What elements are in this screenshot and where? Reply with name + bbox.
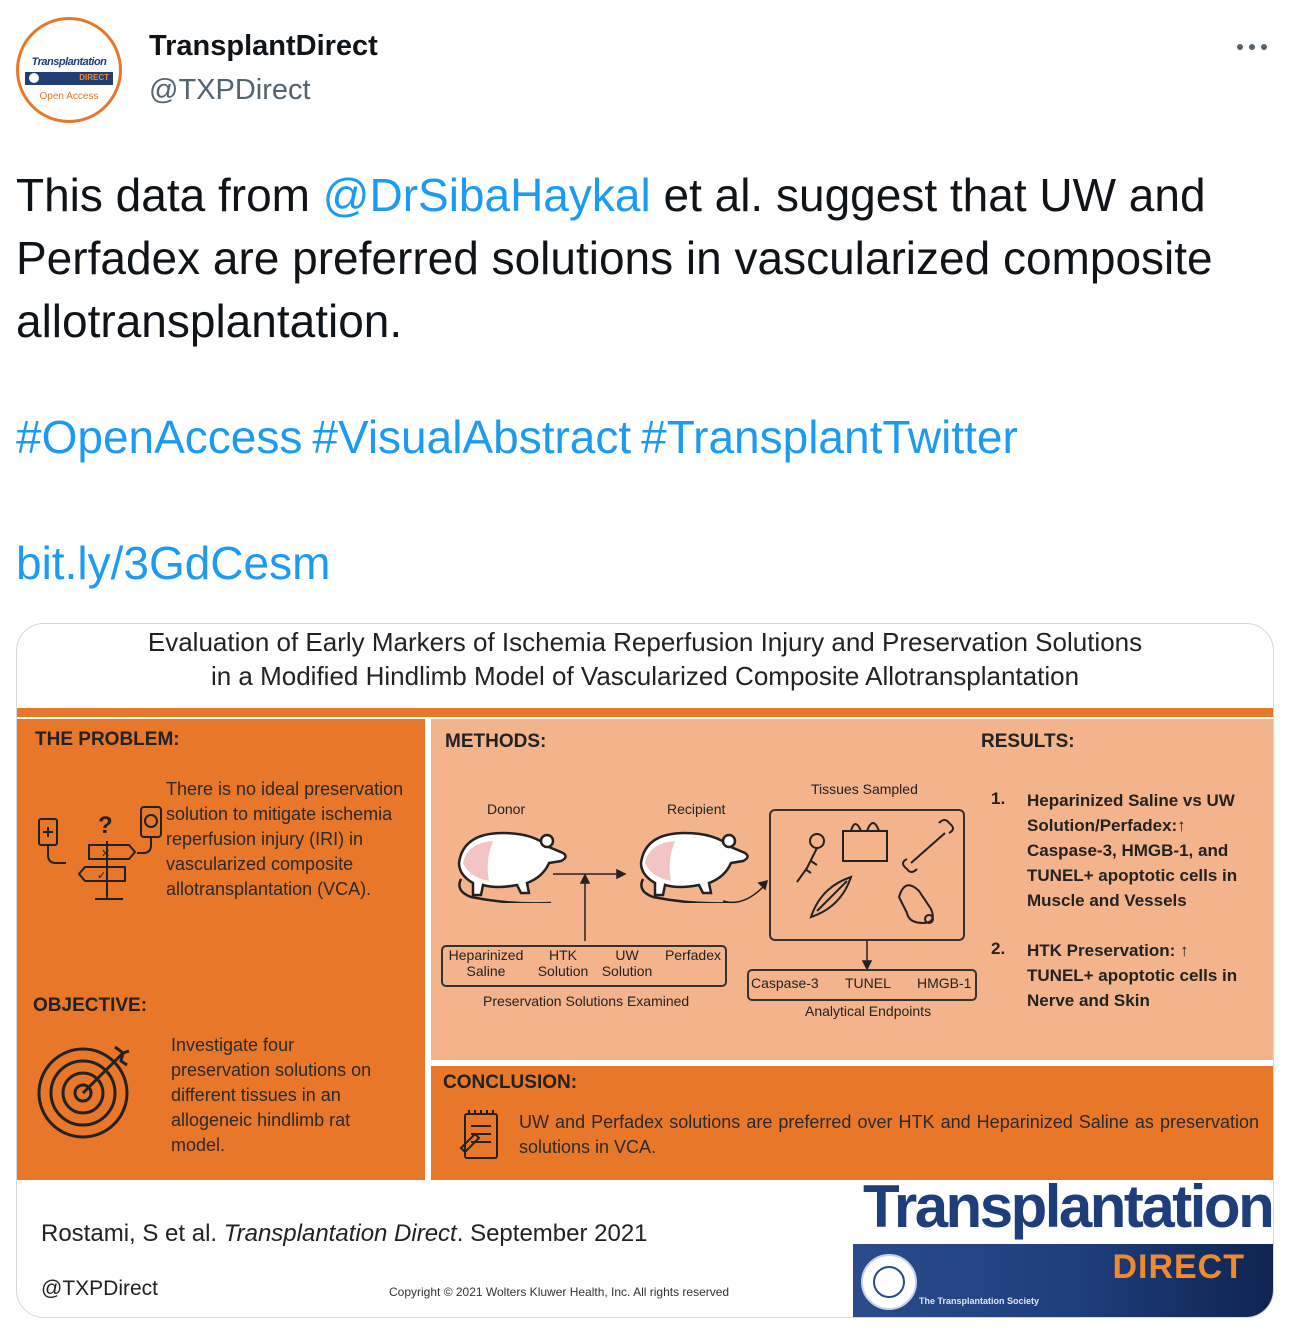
tweet-text-before: This data from (16, 169, 323, 221)
avatar-word: Transplantation (31, 56, 107, 68)
conclusion-heading: CONCLUSION: (443, 1072, 578, 1093)
abstract-title-line: Evaluation of Early Markers of Ischemia Reperfusion Injury and Preservation Solutions (147, 627, 1143, 657)
solution-label: UW Solution (601, 947, 653, 979)
citation-authors: Rostami, S et al. (41, 1220, 224, 1247)
solution-label: HTK Solution (537, 947, 589, 979)
short-url-link[interactable]: bit.ly/3GdCesm (16, 537, 331, 589)
journal-logo-word: Transplantation (863, 1173, 1273, 1240)
donor-label: Donor (487, 801, 526, 817)
hashtag-link[interactable]: #TransplantTwitter (641, 411, 1018, 463)
avatar-band (25, 72, 113, 85)
endpoint-label: TUNEL (845, 975, 891, 991)
svg-text:✕: ✕ (101, 848, 111, 860)
endpoint-label: HMGB-1 (917, 975, 972, 991)
svg-text:✓: ✓ (97, 870, 107, 882)
methods-heading: METHODS: (445, 731, 547, 752)
solution-label: Heparinized Saline (448, 947, 524, 979)
avatar[interactable] (16, 17, 122, 123)
tweet-media-image[interactable] (16, 623, 1274, 1318)
display-name[interactable]: TransplantDirect (149, 30, 378, 62)
society-seal-icon (861, 1254, 917, 1310)
results-heading: RESULTS: (981, 731, 1075, 752)
tweet-text (16, 164, 1276, 353)
problem-heading: THE PROBLEM: (35, 729, 180, 750)
society-name: The Transplantation Society (919, 1296, 1040, 1306)
conclusion-panel (431, 1066, 1273, 1180)
result-number: 2. (991, 939, 1006, 958)
copyright-text: Copyright © 2021 Wolters Kluwer Health, Inc. All rights reserved (389, 1285, 730, 1299)
tissue-icons (771, 811, 963, 939)
problem-objective-panel (17, 719, 425, 1180)
avatar-dot-icon (29, 73, 39, 83)
endpoint-label: Caspase-3 (751, 975, 819, 991)
mention-link[interactable]: @DrSibaHaykal (322, 169, 651, 221)
tissues-sampled-label: Tissues Sampled (811, 781, 918, 797)
citation (41, 1220, 648, 1248)
user-handle[interactable]: @TXPDirect (149, 74, 311, 106)
result-text: Heparinized Saline vs UW Solution/Perfadex:↑ Caspase-3, HMGB-1, and TUNEL+ apoptotic cells in Muscle and Vessels (1027, 791, 1238, 910)
target-icon (35, 1037, 139, 1141)
avatar-band-text: DIRECT (79, 73, 109, 82)
more-horizontal-icon[interactable] (1234, 36, 1270, 56)
hashtag-link[interactable]: #VisualAbstract (312, 411, 632, 463)
notepad-icon (459, 1108, 503, 1162)
tweet-text-after: et al. suggest that UW and Perfadex are preferred solutions in vascularized composite allotransplantation. (16, 169, 1213, 347)
recipient-label: Recipient (667, 801, 726, 817)
objective-text: Investigate four preservation solutions on different tissues in an allogeneic hindlimb rat model. (171, 1035, 372, 1155)
decision-signpost-icon (33, 801, 171, 901)
tissues-box (769, 809, 965, 941)
svg-text:?: ? (98, 812, 113, 839)
journal-logo-band (853, 1244, 1274, 1318)
hashtag-list (16, 410, 1028, 464)
hashtag-link[interactable]: #OpenAccess (16, 411, 303, 463)
result-number: 1. (991, 789, 1006, 808)
citation-date: . September 2021 (456, 1220, 648, 1247)
result-text: HTK Preservation: ↑ TUNEL+ apoptotic cells in Nerve and Skin (1027, 941, 1238, 1010)
citation-journal: Transplantation Direct (223, 1220, 457, 1247)
methods-results-panel (431, 719, 1273, 1060)
conclusion-text: UW and Perfadex solutions are preferred over HTK and Heparinized Saline as preservation solutions in VCA. (519, 1112, 1259, 1157)
avatar-open-access: Open Access (39, 91, 99, 102)
divider (17, 708, 1273, 717)
problem-text: There is no ideal preservation solution to mitigate ischemia reperfusion injury (IRI) in vascularized composite allotransplantation (VCA). (166, 779, 404, 899)
abstract-handle: @TXPDirect (41, 1277, 158, 1300)
endpoints-caption: Analytical Endpoints (805, 1003, 932, 1019)
journal-logo-direct: DIRECT (1112, 1248, 1245, 1286)
abstract-title-line: in a Modified Hindlimb Model of Vascularized Composite Allotransplantation (210, 661, 1080, 691)
solutions-caption: Preservation Solutions Examined (483, 993, 690, 1009)
objective-heading: OBJECTIVE: (33, 995, 148, 1016)
solution-label: Perfadex (664, 947, 722, 963)
abstract-title (17, 624, 1273, 693)
